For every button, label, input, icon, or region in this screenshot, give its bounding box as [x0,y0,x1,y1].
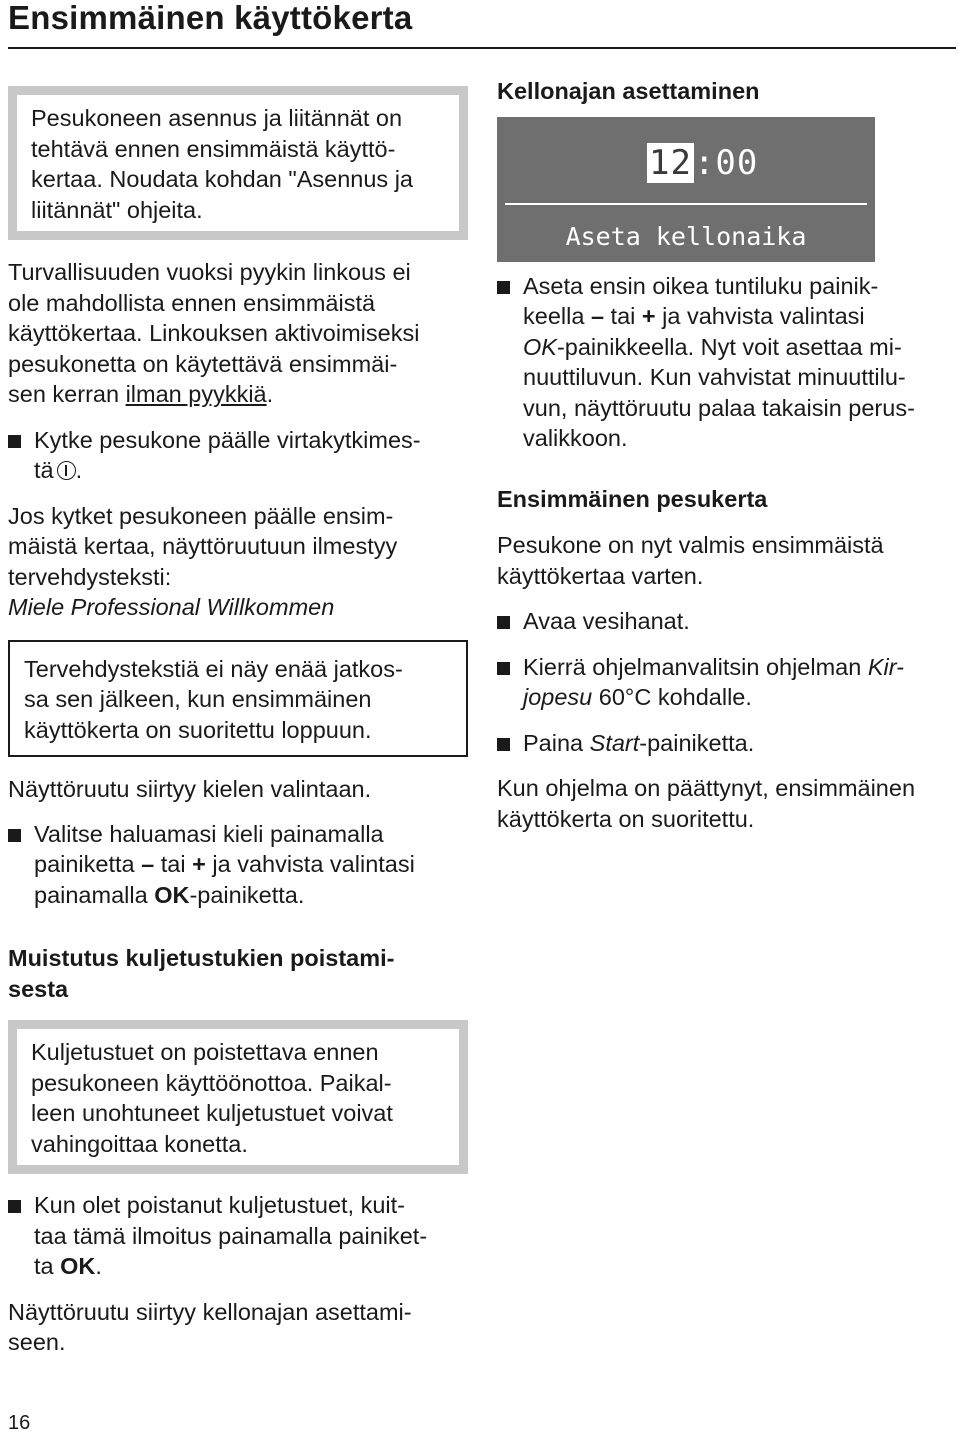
display-hours: 12 [649,142,692,183]
display-label: Aseta kellonaika [565,221,807,251]
warning-line: Pesukoneen asennus ja liitännät on [31,105,403,131]
start-key: Start [589,729,640,756]
step-text: Kierrä ohjelmanvalitsin ohjelman [523,653,868,680]
note-line: Tervehdystekstiä ei näy enää jatkos- [24,655,403,682]
warning-line: pesukoneen käyttöönottoa. Paikal- [31,1069,392,1096]
safety-line [8,379,468,410]
heading-line: sesta [8,975,69,1002]
step-line [34,455,468,486]
safety-line: ole mahdollista ennen ensimmäistä [8,289,376,316]
step-text: 60°C kohdalle. [592,684,752,710]
done-line: käyttökerta on suoritettu. [497,805,755,832]
warning-line: liitännät" ohjeita. [31,196,203,223]
step-line: taa tämä ilmoitus painamalla painiket- [34,1222,428,1249]
left-column [8,86,468,1358]
bullet-icon [497,616,510,629]
step-line: Avaa vesihanat. [523,608,690,634]
page-number: 16 [8,1412,31,1434]
warning-line: kertaa. Noudata kohdan "Asennus ja [31,166,413,192]
bullet-icon [497,738,510,751]
step-text: painiketta [34,851,142,877]
safety-line: käyttökertaa. Linkouksen aktivoimiseksi [8,320,420,346]
language-info: Näyttöruutu siirtyy kielen valintaan. [8,776,372,802]
step-line [34,880,468,911]
greeting-line: Jos kytket pesukoneen päälle ensim- [8,502,394,529]
plus-key: + [192,851,206,877]
bullet-icon [497,662,510,675]
ready-line: Pesukone on nyt valmis ensimmäistä [497,532,884,558]
warning-box-transport [8,1020,468,1174]
warning-line: vahingoittaa konetta. [31,1130,248,1157]
note-box-greeting [8,640,468,758]
greeting-line: mäistä kertaa, näyttöruutuun ilmestyy [8,533,398,559]
transport-heading [8,943,468,1004]
step-set-hour [497,271,957,454]
safety-paragraph [8,257,468,410]
step-line [523,301,957,332]
safety-text: . [266,381,274,407]
ok-key: OK [523,333,557,360]
ready-line: käyttökertaa varten. [497,562,704,589]
clock-info [8,1297,468,1358]
step-confirm-transport [8,1190,468,1282]
bullet-icon [8,829,21,842]
page-title: Ensimmäinen käyttökerta [8,0,413,36]
step-text: ja vahvista valintasi [655,303,865,329]
bullet-icon [497,281,510,294]
step-press-start [497,728,957,759]
step-line: vun, näyttöruutu palaa takaisin perus- [523,394,915,421]
first-wash-heading: Ensimmäinen pesukerta [497,485,768,512]
safety-text: sen kerran [8,381,126,407]
minus-key: – [590,303,605,329]
step-power-on [8,425,468,486]
warning-line: Kuljetustuet on poistettava ennen [31,1039,379,1065]
greeting-line: tervehdysteksti: [8,563,172,590]
step-text: -painiketta. [639,729,755,756]
note-line: käyttökerta on suoritettu loppuun. [24,716,372,743]
step-select-language [8,819,468,911]
heading-line: Muistutus kuljetustukien poistami- [8,945,395,971]
clock-heading: Kellonajan asettaminen [497,78,760,104]
step-text: . [95,1253,102,1279]
step-text: tai [604,303,642,329]
greeting-paragraph [8,501,468,623]
step-text: painamalla [34,881,155,908]
ok-key: OK [154,881,190,908]
minus-key: – [141,851,155,877]
right-column [497,76,957,834]
done-paragraph [497,773,957,834]
step-text: tä [34,457,54,483]
safety-line: Turvallisuuden vuoksi pyykin linkous ei [8,259,411,285]
greeting-text: Miele Professional Willkommen [8,594,335,620]
title-rule [8,47,956,49]
info-line: seen. [8,1329,66,1355]
display-divider [505,203,867,205]
step-line [523,652,957,683]
step-text: ja vahvista valintasi [205,851,415,877]
display-time [647,141,758,185]
step-line: Kun olet poistanut kuljetustuet, kuit- [34,1192,405,1218]
program-name: jopesu [523,684,593,710]
step-line [34,849,468,880]
safety-line: pesukonetta on käytettävä ensimmäi- [8,350,398,377]
display-panel [497,117,875,262]
step-text: -painikkeella. Nyt voit asettaa mi- [556,333,902,360]
ok-key: OK [60,1253,96,1279]
emphasis-text: ilman pyykkiä [125,381,267,407]
step-line [523,728,957,759]
step-line [523,682,957,713]
step-line [523,332,957,363]
bullet-icon [8,435,21,448]
info-line: Näyttöruutu siirtyy kellonajan asettami- [8,1298,412,1325]
step-line: Aseta ensin oikea tuntiluku painik- [523,272,879,299]
step-line: valikkoon. [523,425,628,451]
warning-line: tehtävä ennen ensimmäistä käyttö- [31,135,396,162]
program-name: Kir- [867,653,904,680]
step-line [34,1251,468,1282]
ready-paragraph [497,530,957,591]
warning-line: leen unohtuneet kuljetustuet voivat [31,1100,393,1126]
step-text: . [75,457,83,483]
step-text: Paina [523,729,590,756]
step-select-program [497,652,957,713]
note-line: sa sen jälkeen, kun ensimmäinen [24,686,372,712]
plus-key: + [641,303,656,329]
step-text: -painiketta. [189,881,305,908]
step-text: keella [523,303,591,329]
display-minutes: :00 [693,142,759,183]
step-open-taps [497,606,957,637]
done-line: Kun ohjelma on päättynyt, ensimmäinen [497,775,916,801]
warning-box-installation [8,86,468,240]
power-switch-icon [57,461,76,480]
step-line: nuuttiluvun. Kun vahvistat minuuttilu- [523,364,906,390]
step-line: Valitse haluamasi kieli painamalla [34,820,384,847]
bullet-icon [8,1200,21,1213]
step-text: ta [34,1253,61,1279]
step-text: tai [154,851,193,877]
step-line: Kytke pesukone päälle virtakytkimes- [34,426,421,453]
